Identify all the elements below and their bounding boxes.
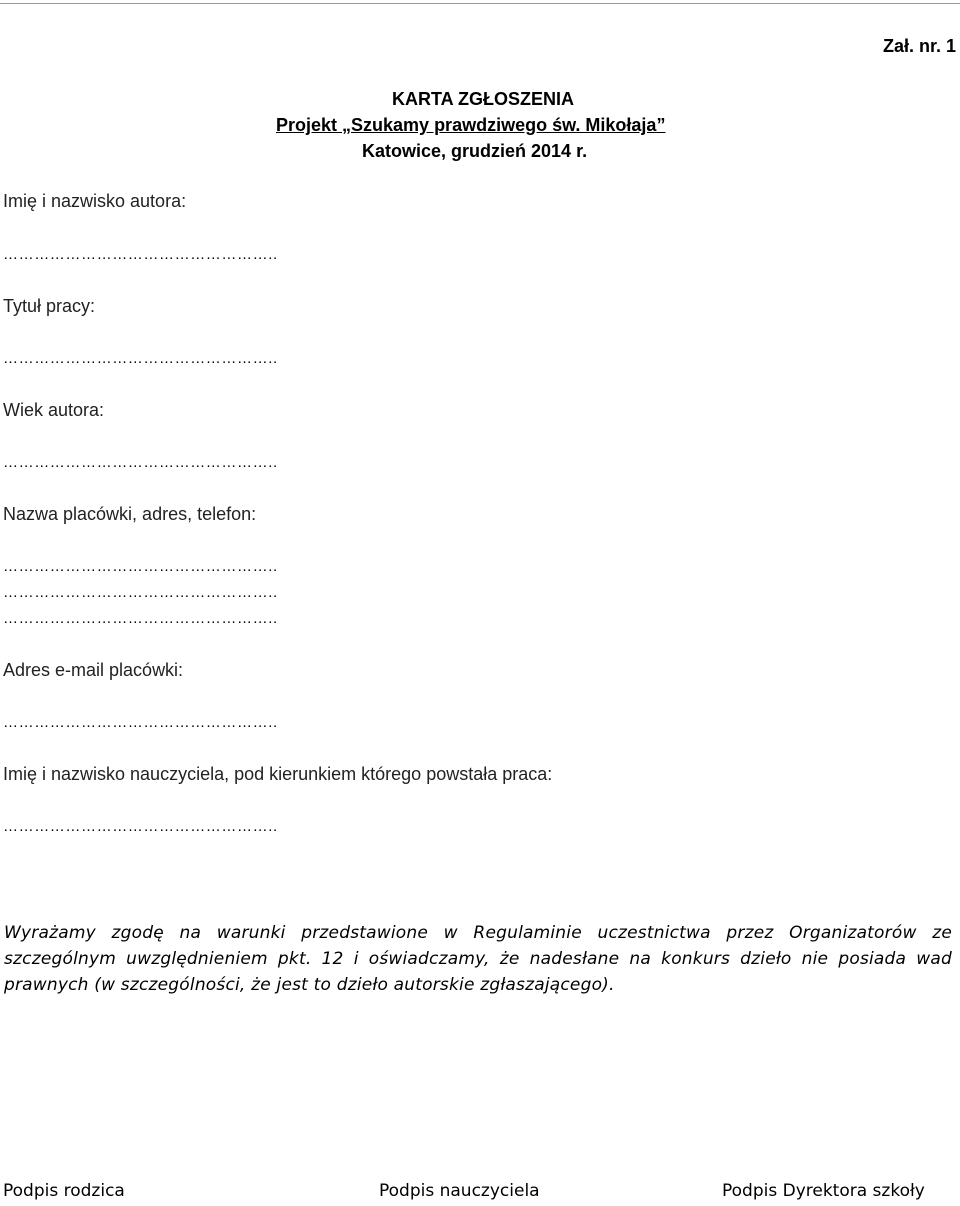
- institution-label: Nazwa placówki, adres, telefon:: [3, 504, 257, 524]
- teacher-name-label: Imię i nazwisko nauczyciela, pod kierunkiem którego powstała praca:: [3, 764, 553, 784]
- institution-field-line-2[interactable]: ……………………………………………..: [3, 584, 278, 601]
- parent-signature-label: Podpis rodzica: [3, 1181, 125, 1201]
- author-name-label: Imię i nazwisko autora:: [3, 191, 187, 211]
- director-signature-label: Podpis Dyrektora szkoły: [722, 1181, 925, 1201]
- teacher-signature-label: Podpis nauczyciela: [379, 1181, 540, 1201]
- consent-statement: Wyrażamy zgodę na warunki przedstawione w Regulaminie uczestnictwa przez Organizatorów ze szczególnym uwzględnieniem pkt. 12 i oświadczamy, że nadesłane na konkurs dzieło nie posiada wad prawnych (w szczególności, że jest to dzieło autorskie zgłaszającego).: [4, 923, 952, 995]
- form-title: KARTA ZGŁOSZENIA: [392, 89, 574, 109]
- author-name-field[interactable]: ……………………………………………..: [3, 246, 278, 263]
- institution-field-line-3[interactable]: ……………………………………………..: [3, 610, 278, 627]
- institution-email-field[interactable]: ……………………………………………..: [3, 714, 278, 731]
- institution-email-label: Adres e-mail placówki:: [3, 660, 184, 680]
- annex-label: Zał. nr. 1: [882, 36, 956, 56]
- author-age-field[interactable]: ……………………………………………..: [3, 454, 278, 471]
- place-date: Katowice, grudzień 2014 r.: [362, 141, 588, 161]
- work-title-field[interactable]: ……………………………………………..: [3, 350, 278, 367]
- author-age-label: Wiek autora:: [3, 400, 105, 420]
- teacher-name-field[interactable]: ……………………………………………..: [3, 818, 278, 835]
- institution-field-line-1[interactable]: ……………………………………………..: [3, 558, 278, 575]
- work-title-label: Tytuł pracy:: [3, 296, 96, 316]
- top-rule: [0, 3, 960, 4]
- project-name: Projekt „Szukamy prawdziwego św. Mikołaja”: [276, 115, 666, 135]
